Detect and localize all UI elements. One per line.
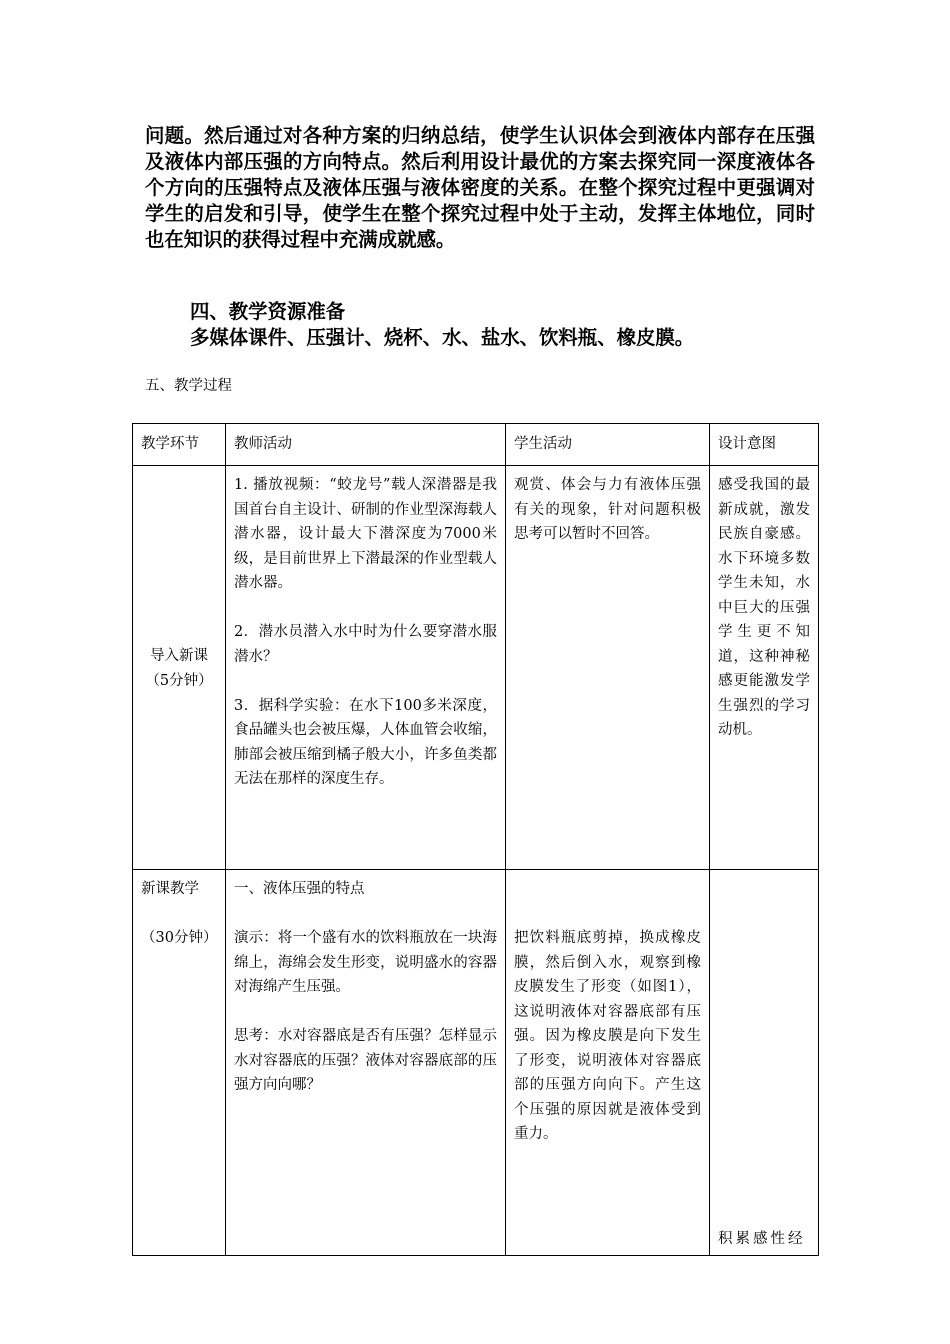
teacher-item-3: 思考：水对容器底是否有压强？怎样显示水对容器底的压强？液体对容器底部的压强方向向哪？ [234,1028,497,1093]
table-row [133,466,819,870]
student-activity-cell [506,466,710,870]
table-header-row [133,424,819,466]
table-row [133,870,819,1256]
section5-heading: 五、教学过程 [145,378,232,394]
teacher-activity-cell [226,466,506,870]
header-teacher: 教师活动 [226,424,506,466]
student-activity-cell [506,870,710,1256]
stage-time: （30分钟） [141,930,218,946]
header-student: 学生活动 [506,424,710,466]
teacher-item-3: 3．据科学实验：在水下100多米深度，食品罐头也会被压爆，人体血管会收缩，肺部会被压缩到橘子般大小，许多鱼类都无法在那样的深度生存。 [234,697,497,787]
teacher-item-1: 1. 播放视频：“蛟龙号”载人深潜器是我国首台自主设计、研制的作业型深海载人潜水器，设计最大下潜深度为7000米级，是目前世界上下潜最深的作业型载人潜水器。 [234,477,497,591]
intro-paragraph: 问题。然后通过对各种方案的归纳总结，使学生认识体会到液体内部存在压强及液体内部压强的方向特点。然后利用设计最优的方案去探究同一深度液体各个方向的压强特点及液体压强与液体密度的关系。在整个探究过程中更强调对学生的启发和引导，使学生在整个探究过程中处于主动，发挥主体地位，同时也在知识的获得过程中充满成就感。 [145,124,815,251]
design-intent: 积累感性经 [718,1230,806,1247]
header-intent: 设计意图 [710,424,819,466]
student-activity: 观赏、体会与力有液体压强有关的现象，针对问题积极思考可以暂时不回答。 [514,477,701,542]
stage-cell [133,466,226,870]
design-intent-cell [710,870,819,1256]
design-intent-cell [710,466,819,870]
teacher-activity-cell [226,870,506,1256]
stage-name: 新课教学 [141,881,199,897]
teacher-item-1: 一、液体压强的特点 [234,881,365,897]
section4-content: 多媒体课件、压强计、烧杯、水、盐水、饮料瓶、橡皮膜。 [190,326,695,349]
teacher-item-2: 2．潜水员潜入水中时为什么要穿潜水服潜水？ [234,624,497,665]
student-activity: 把饮料瓶底剪掉，换成橡皮膜，然后倒入水，观察到橡皮膜发生了形变（如图1），这说明液体对容器底部有压强。因为橡皮膜是向下发生了形变，说明液体对容器底部的压强方向向下。产生这个压强的原因就是液体受到重力。 [514,930,701,1142]
header-stage: 教学环节 [133,424,226,466]
teacher-item-2: 演示：将一个盛有水的饮料瓶放在一块海绵上，海绵会发生形变，说明盛水的容器对海绵产生压强。 [234,930,497,995]
design-intent: 感受我国的最新成就，激发民族自豪感。水下环境多数学生未知，水中巨大的压强学生更不知道，这种神秘感更能激发学生强烈的学习动机。 [718,477,810,738]
stage-label: 导入新课（5分钟） [145,648,213,689]
stage-cell [133,870,226,1256]
teaching-process-table [132,423,819,1256]
section4-heading: 四、教学资源准备 [190,300,346,323]
